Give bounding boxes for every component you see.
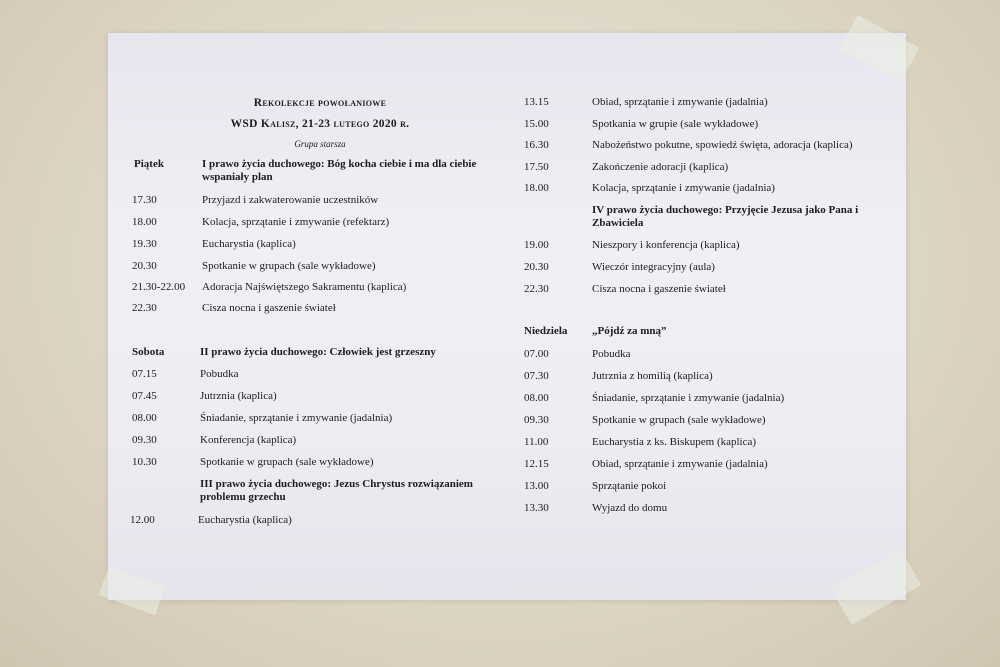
item-time: 19.30 <box>132 238 157 250</box>
item-text: Wyjazd do domu <box>592 502 668 514</box>
item-time: 15.00 <box>524 118 549 130</box>
item-time: 07.30 <box>524 370 549 382</box>
saturday-theme-4: IV prawo życia duchowego: Przyjęcie Jezusa jako Pana i Zbawiciela <box>592 204 859 229</box>
item-text: Eucharystia (kaplica) <box>202 238 296 250</box>
day-header-friday <box>134 158 164 171</box>
item-text: Sprzątanie pokoi <box>592 480 667 492</box>
item-text: Kolacja, sprzątanie i zmywanie (jadalnia) <box>592 182 775 194</box>
tape-bottom-left <box>99 567 166 616</box>
tape-top-right <box>839 15 920 83</box>
item-time: 20.30 <box>524 261 549 273</box>
item-time: 18.00 <box>524 182 549 194</box>
day-header-sunday <box>524 325 567 338</box>
item-time: 16.30 <box>524 139 549 151</box>
day-header-saturday <box>132 346 164 359</box>
item-time: 08.00 <box>524 392 549 404</box>
item-text: Jutrznia z homilią (kaplica) <box>592 370 713 382</box>
item-text: Kolacja, sprzątanie i zmywanie (refektarz) <box>202 216 390 228</box>
item-time: 12.15 <box>524 458 549 470</box>
group-label: Grupa starsza <box>294 139 346 149</box>
sunday-theme: „Pójdź za mną” <box>592 325 667 337</box>
item-time: 13.30 <box>524 502 549 514</box>
item-text: Spotkanie w grupach (sale wykładowe) <box>200 456 374 468</box>
item-time: 07.00 <box>524 348 549 360</box>
item-text: Nabożeństwo pokutne, spowiedź święta, adoracja (kaplica) <box>592 139 853 151</box>
item-text: Spotkania w grupie (sale wykładowe) <box>592 118 759 130</box>
item-text: Śniadanie, sprzątanie i zmywanie (jadalnia) <box>592 392 785 404</box>
item-text: Spotkanie w grupach (sale wykładowe) <box>592 414 766 426</box>
item-text: Obiad, sprzątanie i zmywanie (jadalnia) <box>592 96 768 108</box>
item-text: Jutrznia (kaplica) <box>200 390 277 402</box>
item-text: Nieszpory i konferencja (kaplica) <box>592 239 740 251</box>
item-text: Eucharystia z ks. Biskupem (kaplica) <box>592 436 757 448</box>
item-time: 12.00 <box>130 514 155 526</box>
friday-theme: I prawo życia duchowego: Bóg kocha ciebie i ma dla ciebie wspaniały plan <box>202 158 477 183</box>
item-text: Cisza nocna i gaszenie świateł <box>202 302 336 314</box>
item-time: 21.30-22.00 <box>132 281 186 293</box>
item-text: Śniadanie, sprzątanie i zmywanie (jadalnia) <box>200 412 393 424</box>
document-subtitle-date: WSD Kalisz, 21-23 lutego 2020 r. <box>230 118 410 130</box>
item-time: 17.30 <box>132 194 157 206</box>
item-time: 22.30 <box>524 283 549 295</box>
day-label: Niedziela <box>524 325 568 337</box>
item-time: 13.00 <box>524 480 549 492</box>
day-label: Sobota <box>132 346 165 358</box>
schedule-sheet <box>108 33 906 600</box>
item-text: Wieczór integracyjny (aula) <box>592 261 715 273</box>
item-time: 09.30 <box>524 414 549 426</box>
item-text: Cisza nocna i gaszenie świateł <box>592 283 726 295</box>
item-time: 08.00 <box>132 412 157 424</box>
saturday-theme-3: III prawo życia duchowego: Jezus Chrystus rozwiązaniem problemu grzechu <box>200 478 473 503</box>
item-time: 17.50 <box>524 161 549 173</box>
item-text: Obiad, sprzątanie i zmywanie (jadalnia) <box>592 458 768 470</box>
item-time: 22.30 <box>132 302 157 314</box>
item-time: 07.45 <box>132 390 157 402</box>
item-text: Przyjazd i zakwaterowanie uczestników <box>202 194 379 206</box>
item-text: Adoracja Najświętszego Sakramentu (kaplica) <box>202 281 407 293</box>
item-text: Konferencja (kaplica) <box>200 434 297 446</box>
item-text: Pobudka <box>592 348 631 360</box>
tape-bottom-right <box>831 549 921 625</box>
item-time: 11.00 <box>524 436 549 448</box>
saturday-theme: II prawo życia duchowego: Człowiek jest grzeszny <box>200 346 436 358</box>
item-time: 13.15 <box>524 96 549 108</box>
item-text: Pobudka <box>200 368 239 380</box>
item-time: 07.15 <box>132 368 157 380</box>
item-time: 09.30 <box>132 434 157 446</box>
day-label: Piątek <box>134 158 164 170</box>
document-title: Rekolekcje powołaniowe <box>253 97 387 109</box>
item-time: 18.00 <box>132 216 157 228</box>
item-time: 10.30 <box>132 456 157 468</box>
item-text: Zakończenie adoracji (kaplica) <box>592 161 729 173</box>
item-text: Eucharystia (kaplica) <box>198 514 292 526</box>
item-time: 19.00 <box>524 239 549 251</box>
item-text: Spotkanie w grupach (sale wykładowe) <box>202 260 376 272</box>
item-time: 20.30 <box>132 260 157 272</box>
